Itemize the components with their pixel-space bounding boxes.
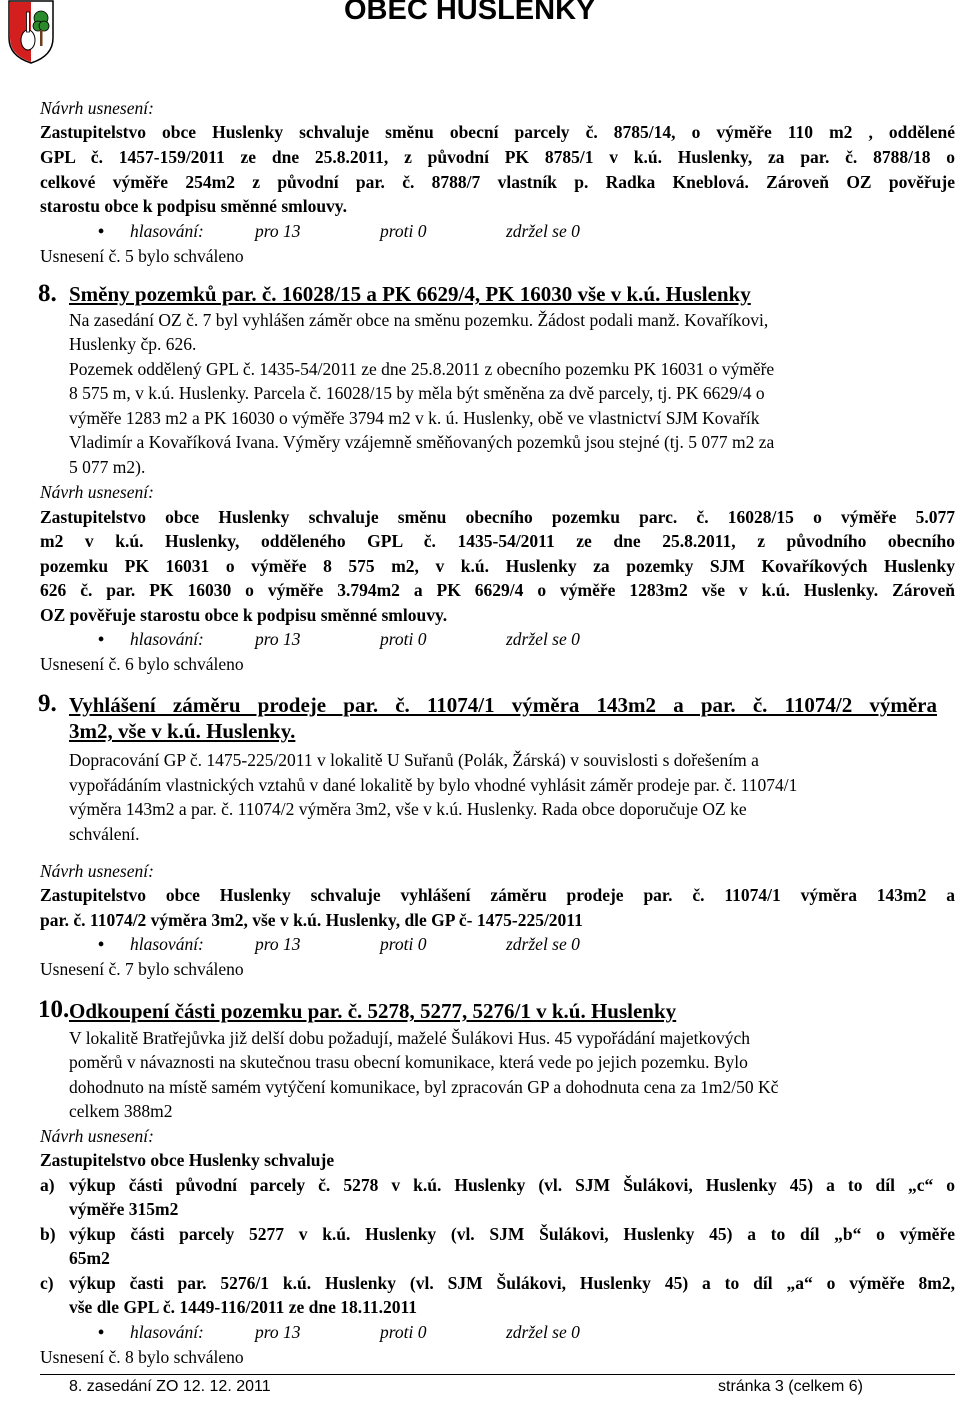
proposal-line: Zastupitelstvo obce Huslenky schvaluje vyhlášení záměru prodeje par. č. 11074/1 výměra 143m2 a xyxy=(40,885,955,905)
proposal-line: celkové výměře 254m2 z původní par. č. 8788/7 vlastník p. Radka Kneblová. Zároveň OZ pověřuje xyxy=(40,172,955,192)
section-number: 8. xyxy=(38,280,57,307)
bullet-icon: • xyxy=(98,629,105,649)
description-line: dohodnuto na místě samém vytýčení komunikace, byl zpracován GP a dohodnuta cena za 1m2/50 Kč xyxy=(69,1077,779,1097)
proposal-intro: Zastupitelstvo obce Huslenky schvaluje xyxy=(40,1150,335,1170)
description-line: poměrů v návaznosti na skutečnou trasu obecní komunikace, která vede po jejich pozemku. Bylo xyxy=(69,1052,748,1072)
section-number: 9. xyxy=(38,690,57,717)
description-line: Na zasedání OZ č. 7 byl vyhlášen záměr obce na směnu pozemku. Žádost podali manž. Kovaříkovi, xyxy=(69,310,769,330)
bullet-icon: • xyxy=(98,934,105,954)
proposal-line: 626 č. par. PK 16030 o výměře 3.794m2 a PK 6629/4 o výměře 1283m2 vše v k.ú. Huslenky. Zároveň xyxy=(40,580,955,600)
proposal-label: Návrh usnesení: xyxy=(40,98,154,118)
description-line: V lokalitě Bratřejůvka již delší dobu požadují, maželé Šulákovi Hus. 45 vypořádání majetkových xyxy=(69,1028,751,1048)
item-line: výkup části původní parcely č. 5278 v k.ú. Huslenky (vl. SJM Šulákovi, Huslenky 45) a to díl „c“ o xyxy=(69,1175,955,1195)
item-line: výkup části parcely 5277 v k.ú. Huslenky (vl. SJM Šulákovi, Huslenky 45) a to díl „b“ o výměře xyxy=(69,1224,955,1244)
proposal-label: Návrh usnesení: xyxy=(40,861,154,881)
bullet-icon: • xyxy=(98,1322,105,1342)
proposal-line: OZ pověřuje starostu obce k podpisu směnné smlouvy. xyxy=(40,605,448,625)
vote-label: hlasování: xyxy=(130,221,204,241)
vote-zdrzel: zdržel se 0 xyxy=(506,934,580,954)
section-heading: Směny pozemků par. č. 16028/15 a PK 6629/4, PK 16030 vše v k.ú. Huslenky xyxy=(69,282,751,306)
description-line: Dopracování GP č. 1475-225/2011 v lokalitě U Suřanů (Polák, Žárská) v souvislosti s dořešením a xyxy=(69,750,759,770)
description-line: Pozemek oddělený GPL č. 1435-54/2011 ze dne 25.8.2011 z obecního pozemku PK 16031 o výměře xyxy=(69,359,775,379)
vote-proti: proti 0 xyxy=(380,1322,427,1342)
description-line: schválení. xyxy=(69,824,140,844)
resolution-status: Usnesení č. 5 bylo schváleno xyxy=(40,246,244,266)
vote-proti: proti 0 xyxy=(380,629,427,649)
vote-label: hlasování: xyxy=(130,934,204,954)
section-number: 10. xyxy=(38,996,70,1023)
proposal-line: par. č. 11074/2 výměra 3m2, vše v k.ú. Huslenky, dle GP č- 1475-225/2011 xyxy=(40,910,583,930)
item-line: výkup časti par. 5276/1 k.ú. Huslenky (vl. SJM Šulákovi, Huslenky 45) a to díl „a“ o výměře 8m2, xyxy=(69,1273,955,1293)
bullet-icon: • xyxy=(98,221,105,241)
footer-divider xyxy=(40,1374,955,1375)
vote-proti: proti 0 xyxy=(380,221,427,241)
description-line: Huslenky čp. 626. xyxy=(69,334,197,354)
description-line: výměra 143m2 a par. č. 11074/2 výměra 3m2, vše v k.ú. Huslenky. Rada obce doporučuje OZ ke xyxy=(69,799,747,819)
description-line: výměře 1283 m2 a PK 16030 o výměře 3794 m2 v k. ú. Huslenky, obě ve vlastnictví SJM Kovařík xyxy=(69,408,760,428)
vote-label: hlasování: xyxy=(130,1322,204,1342)
resolution-status: Usnesení č. 7 bylo schváleno xyxy=(40,959,244,979)
proposal-label: Návrh usnesení: xyxy=(40,1126,154,1146)
section-heading-continued: 3m2, vše v k.ú. Huslenky. xyxy=(69,719,296,743)
proposal-line: pozemku PK 16031 o výměře 8 575 m2, v k.ú. Huslenky za pozemky SJM Kovaříkových Huslenky xyxy=(40,556,955,576)
item-line: vše dle GPL č. 1449-116/2011 ze dne 18.11.2011 xyxy=(69,1297,418,1317)
resolution-status: Usnesení č. 8 bylo schváleno xyxy=(40,1347,244,1367)
description-line: 5 077 m2). xyxy=(69,457,146,477)
vote-pro: pro 13 xyxy=(255,221,301,241)
footer-page-number: stránka 3 (celkem 6) xyxy=(718,1378,863,1395)
vote-proti: proti 0 xyxy=(380,934,427,954)
vote-pro: pro 13 xyxy=(255,934,301,954)
item-letter: c) xyxy=(40,1273,54,1293)
vote-pro: pro 13 xyxy=(255,1322,301,1342)
section-heading: Vyhlášení záměru prodeje par. č. 11074/1 výměra 143m2 a par. č. 11074/2 výměra xyxy=(69,693,937,717)
proposal-line: starostu obce k podpisu směnné smlouvy. xyxy=(40,196,347,216)
proposal-line: Zastupitelstvo obce Huslenky schvaluje směnu obecního pozemku parc. č. 16028/15 o výměře 5.077 xyxy=(40,507,955,527)
vote-zdrzel: zdržel se 0 xyxy=(506,221,580,241)
vote-zdrzel: zdržel se 0 xyxy=(506,1322,580,1342)
proposal-line: GPL č. 1457-159/2011 ze dne 25.8.2011, z původní PK 8785/1 v k.ú. Huslenky, za par. č. 8788/18 o xyxy=(40,147,955,167)
description-line: 8 575 m, v k.ú. Huslenky. Parcela č. 16028/15 by měla být směněna za dvě parcely, tj. PK 6629/4 o xyxy=(69,383,765,403)
description-line: vypořádáním vlastnických vztahů v dané lokalitě by bylo vhodné vyhlásit záměr prodeje par. č. 11074/1 xyxy=(69,775,798,795)
resolution-status: Usnesení č. 6 bylo schváleno xyxy=(40,654,244,674)
item-line: 65m2 xyxy=(69,1248,110,1268)
vote-label: hlasování: xyxy=(130,629,204,649)
proposal-label: Návrh usnesení: xyxy=(40,482,154,502)
description-line: Vladimír a Kovaříková Ivana. Výměry vzájemně směňovaných pozemků jsou stejné (tj. 5 077 m2 za xyxy=(69,432,775,452)
item-letter: a) xyxy=(40,1175,55,1195)
vote-pro: pro 13 xyxy=(255,629,301,649)
vote-zdrzel: zdržel se 0 xyxy=(506,629,580,649)
proposal-line: Zastupitelstvo obce Huslenky schvaluje směnu obecní parcely č. 8785/14, o výměře 110 m2 , oddělené xyxy=(40,122,955,142)
page-title: OBEC HUSLENKY xyxy=(344,0,596,26)
footer-left: 8. zasedání ZO 12. 12. 2011 xyxy=(69,1378,271,1395)
item-line: výměře 315m2 xyxy=(69,1199,179,1219)
section-heading: Odkoupení části pozemku par. č. 5278, 5277, 5276/1 v k.ú. Huslenky xyxy=(69,999,677,1023)
item-letter: b) xyxy=(40,1224,56,1244)
description-line: celkem 388m2 xyxy=(69,1101,173,1121)
coat-of-arms-logo xyxy=(8,0,54,64)
proposal-line: m2 v k.ú. Huslenky, odděleného GPL č. 1435-54/2011 ze dne 25.8.2011, z původního obecního xyxy=(40,531,955,551)
